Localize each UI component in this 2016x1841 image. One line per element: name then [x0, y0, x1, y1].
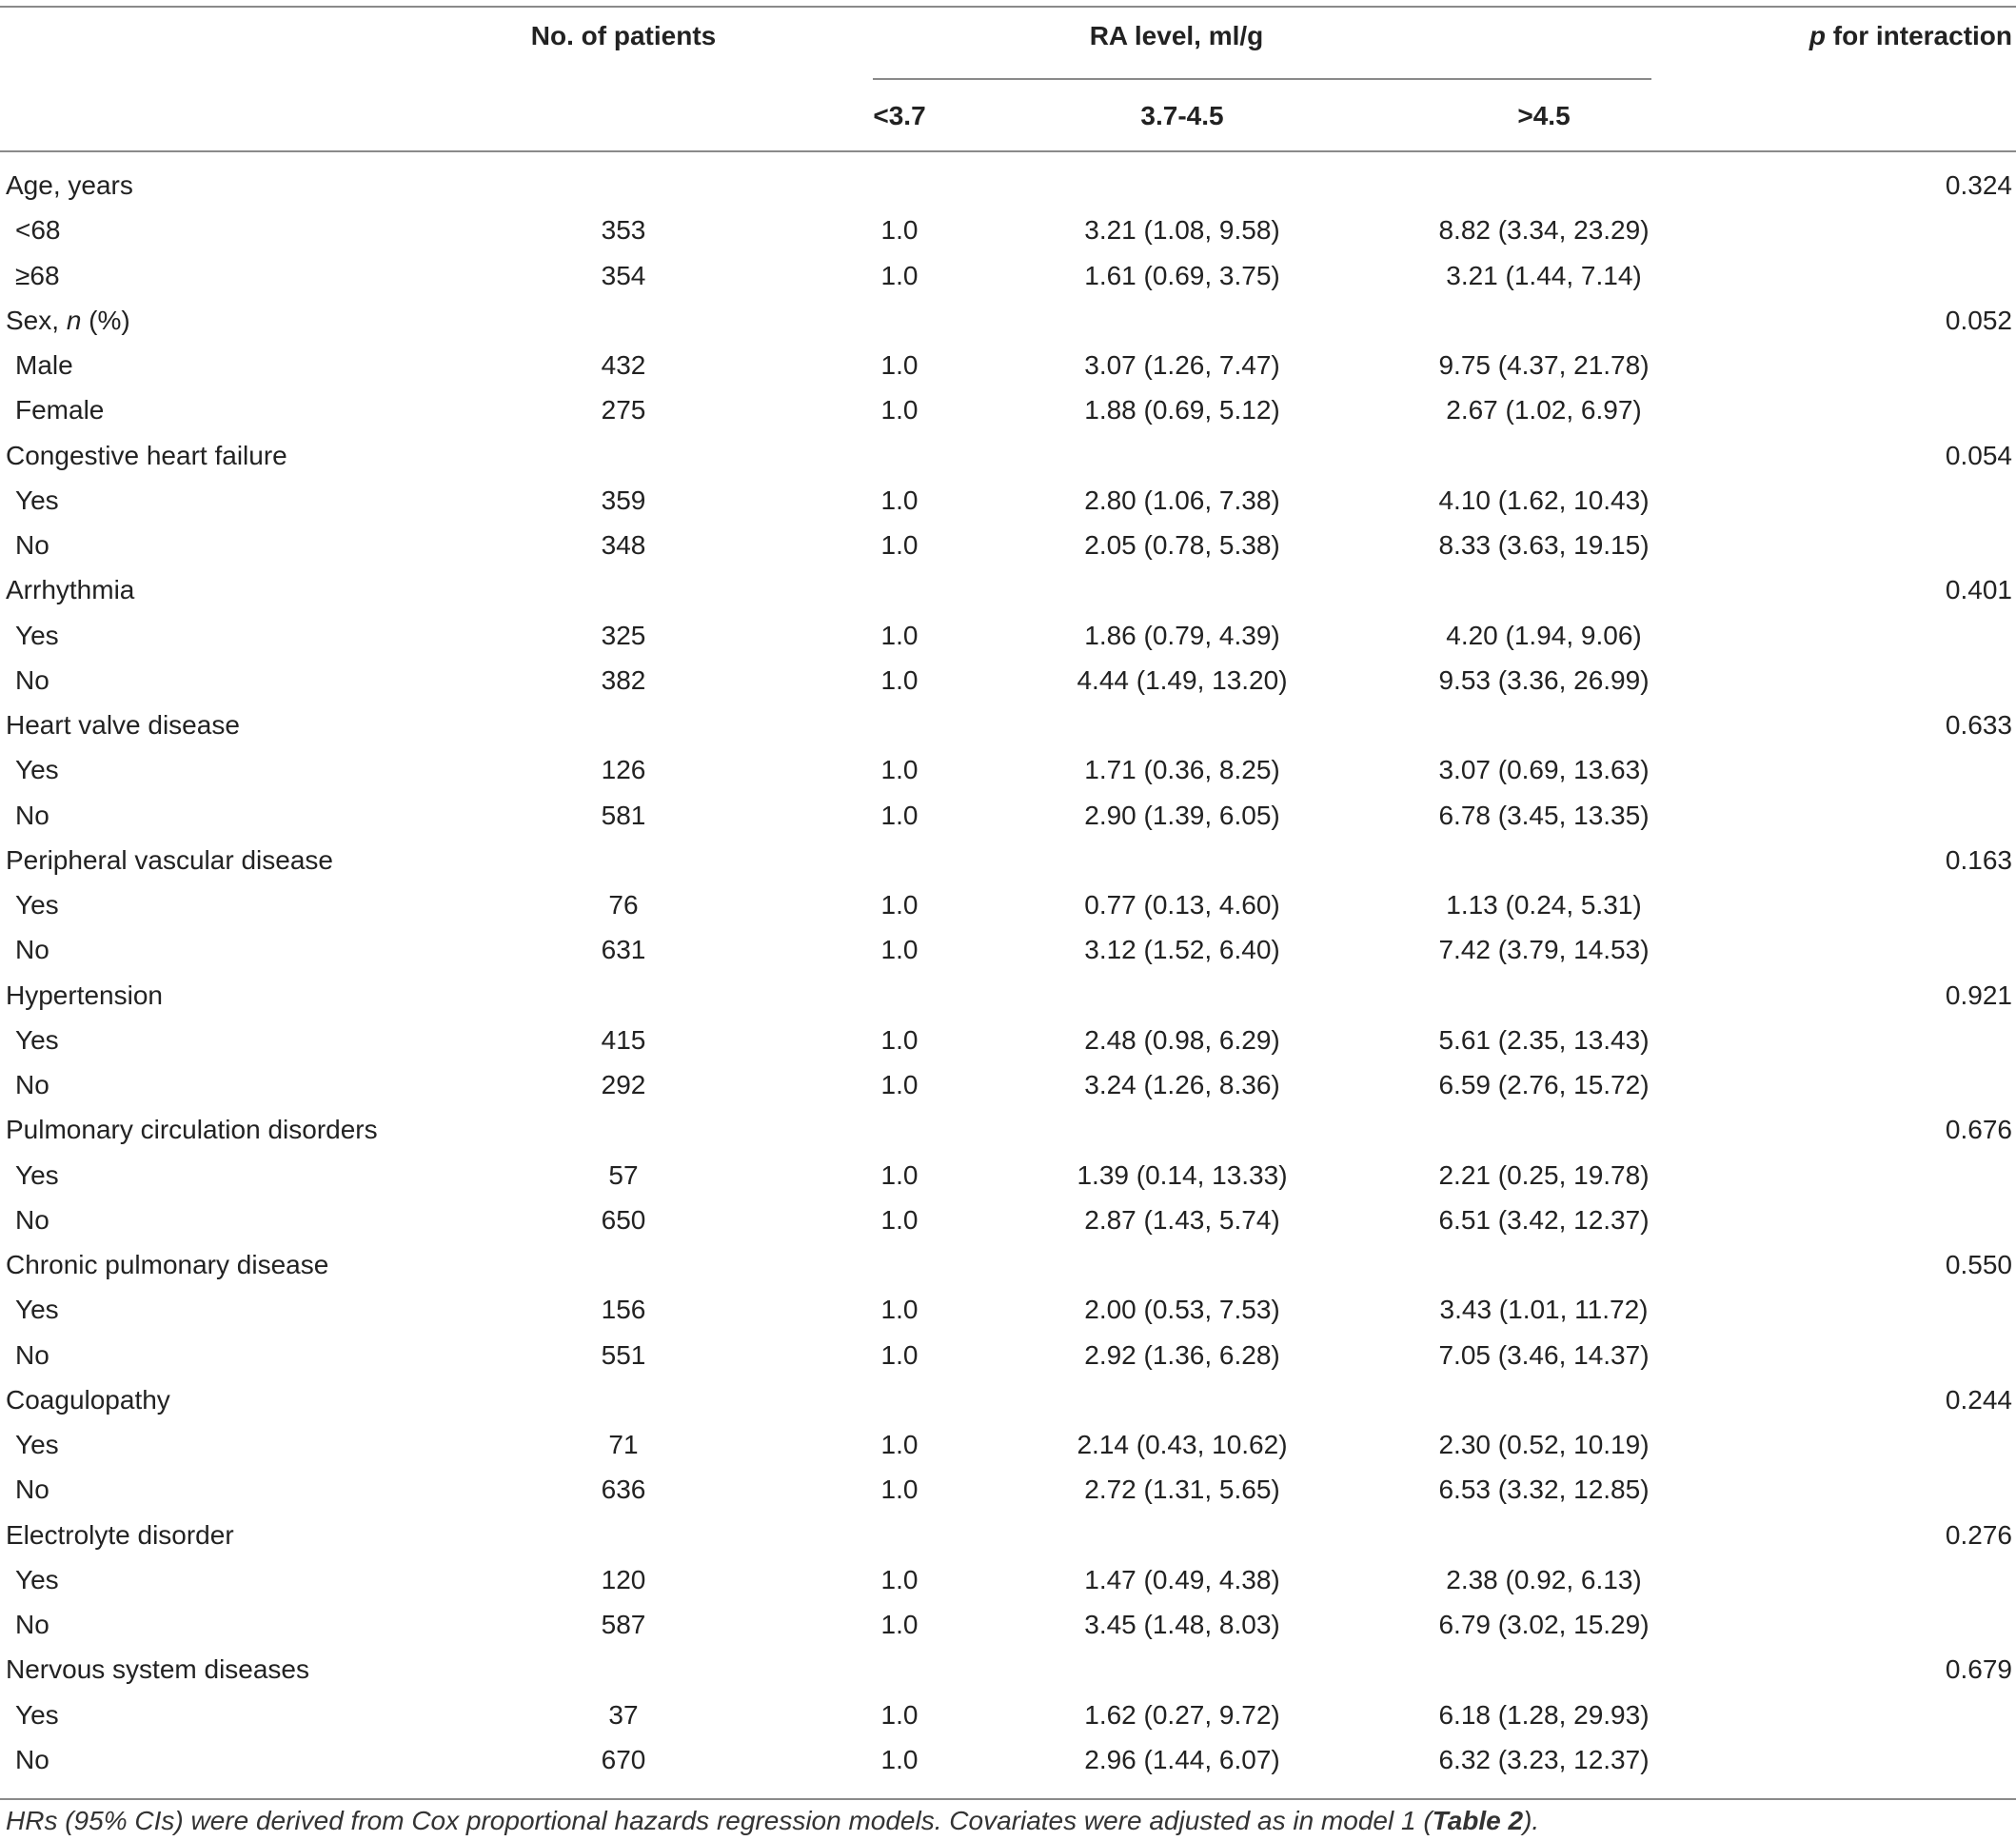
patients-count: 353	[601, 215, 646, 246]
hr-mid-value: 3.45 (1.48, 8.03)	[1084, 1610, 1280, 1639]
group-label	[6, 703, 240, 747]
table-row	[0, 1693, 2016, 1737]
group-label-text: Congestive heart failure	[6, 440, 287, 470]
subgroup-label: No	[15, 1070, 49, 1099]
p-interaction-value: 0.052	[1945, 305, 2012, 335]
hr-high-value: 7.42 (3.79, 14.53)	[1438, 935, 1650, 965]
subgroup-label: Yes	[15, 1295, 59, 1325]
hr-high-value: 6.18 (1.28, 29.93)	[1438, 1699, 1650, 1730]
p-interaction-value: 0.679	[1945, 1654, 2012, 1685]
table-row	[0, 1467, 2016, 1512]
header-col-mid: 3.7-4.5	[1140, 101, 1224, 130]
table-row	[0, 1018, 2016, 1062]
group-label	[6, 1107, 378, 1152]
p-interaction-value: 0.276	[1945, 1519, 2012, 1550]
subgroup-label: Yes	[15, 1430, 59, 1459]
hr-mid-value: 2.92 (1.36, 6.28)	[1084, 1339, 1280, 1370]
p-interaction-value: 0.163	[1945, 844, 2012, 875]
p-interaction-value: 0.324	[1945, 170, 2012, 200]
patients-count: 670	[601, 1744, 646, 1774]
table-bottom-rule	[0, 1798, 2016, 1800]
hr-mid-value: 4.44 (1.49, 13.20)	[1077, 664, 1288, 695]
p-interaction-value: 0.550	[1945, 1250, 2012, 1279]
table-top-rule	[0, 6, 2016, 8]
table-footnote	[6, 1806, 1539, 1836]
subgroup-label: Yes	[15, 620, 59, 650]
hr-mid-value: 1.62 (0.27, 9.72)	[1084, 1699, 1280, 1730]
patients-count: 292	[601, 1070, 646, 1099]
subgroup-label: Yes	[15, 485, 59, 515]
hr-mid-value: 2.05 (0.78, 5.38)	[1084, 530, 1280, 560]
subgroup-label: No	[15, 1204, 49, 1235]
group-label	[6, 838, 333, 882]
hr-mid-value: 1.47 (0.49, 4.38)	[1084, 1564, 1280, 1594]
table-row	[0, 1153, 2016, 1198]
hr-low-value: 1.0	[880, 1339, 919, 1370]
hr-high-value: 6.53 (3.32, 12.85)	[1438, 1475, 1650, 1505]
group-row	[0, 1513, 2016, 1557]
hr-mid-value: 3.21 (1.08, 9.58)	[1084, 215, 1280, 246]
subgroup-label: ≥68	[15, 260, 60, 290]
hr-low-value: 1.0	[880, 664, 919, 695]
header-p-interaction	[1809, 21, 2012, 51]
subgroup-label: No	[15, 1339, 49, 1370]
hr-mid-value: 1.88 (0.69, 5.12)	[1084, 395, 1280, 426]
table-row	[0, 793, 2016, 838]
p-interaction-value: 0.244	[1945, 1384, 2012, 1415]
group-label	[6, 298, 130, 343]
group-label-text: Chronic pulmonary disease	[6, 1250, 329, 1279]
hr-high-value: 6.78 (3.45, 13.35)	[1438, 800, 1650, 830]
table-row	[0, 927, 2016, 972]
hr-low-value: 1.0	[880, 530, 919, 560]
hr-high-value: 2.21 (0.25, 19.78)	[1438, 1159, 1650, 1190]
hr-low-value: 1.0	[880, 1070, 919, 1099]
table-row	[0, 343, 2016, 387]
subgroup-label: No	[15, 1744, 49, 1774]
hr-low-value: 1.0	[880, 350, 919, 380]
hr-low-value: 1.0	[880, 1204, 919, 1235]
group-label	[6, 163, 133, 208]
patients-count: 71	[608, 1430, 639, 1459]
group-label-text: Coagulopathy	[6, 1384, 170, 1415]
footnote-end: ).	[1523, 1806, 1540, 1835]
subgroup-label: No	[15, 800, 49, 830]
patients-count: 156	[601, 1295, 646, 1325]
hr-low-value: 1.0	[880, 620, 919, 650]
patients-count: 587	[601, 1610, 646, 1639]
patients-count: 359	[601, 485, 646, 515]
patients-count: 650	[601, 1204, 646, 1235]
table-row	[0, 1287, 2016, 1332]
table-row	[0, 253, 2016, 298]
hr-low-value: 1.0	[880, 1475, 919, 1505]
group-row	[0, 433, 2016, 478]
hr-low-value: 1.0	[880, 1430, 919, 1459]
hr-high-value: 6.51 (3.42, 12.37)	[1438, 1204, 1650, 1235]
hr-mid-value: 1.61 (0.69, 3.75)	[1084, 260, 1280, 290]
subgroup-label: Yes	[15, 1024, 59, 1055]
group-label-italic: n	[66, 305, 82, 335]
group-label-after: (%)	[81, 305, 130, 335]
table-row	[0, 1062, 2016, 1107]
patients-count: 382	[601, 664, 646, 695]
hr-high-value: 9.75 (4.37, 21.78)	[1438, 350, 1650, 380]
hr-low-value: 1.0	[880, 755, 919, 785]
hr-low-value: 1.0	[880, 1744, 919, 1774]
hr-high-value: 3.21 (1.44, 7.14)	[1446, 260, 1642, 290]
table-row	[0, 208, 2016, 252]
subgroup-label: Yes	[15, 1159, 59, 1190]
hr-high-value: 6.32 (3.23, 12.37)	[1438, 1744, 1650, 1774]
patients-count: 551	[601, 1339, 646, 1370]
hr-mid-value: 2.48 (0.98, 6.29)	[1084, 1024, 1280, 1055]
table-row	[0, 658, 2016, 703]
patients-count: 631	[601, 935, 646, 965]
patients-count: 348	[601, 530, 646, 560]
patients-count: 76	[608, 890, 639, 920]
patients-count: 275	[601, 395, 646, 426]
hr-high-value: 3.43 (1.01, 11.72)	[1439, 1295, 1649, 1325]
subgroup-label: Yes	[15, 1699, 59, 1730]
patients-count: 581	[601, 800, 646, 830]
group-label	[6, 973, 163, 1018]
footnote-text: HRs (95% CIs) were derived from Cox proportional hazards regression models. Covariates were adjusted as in model 1 (	[6, 1806, 1433, 1835]
group-label-text: Arrhythmia	[6, 575, 135, 605]
hr-high-value: 1.13 (0.24, 5.31)	[1446, 890, 1642, 920]
table-row	[0, 747, 2016, 792]
table-row	[0, 387, 2016, 432]
hr-low-value: 1.0	[880, 1564, 919, 1594]
p-interaction-value: 0.676	[1945, 1115, 2012, 1145]
hr-high-value: 6.59 (2.76, 15.72)	[1438, 1070, 1650, 1099]
hr-mid-value: 3.24 (1.26, 8.36)	[1084, 1070, 1280, 1099]
group-row	[0, 1377, 2016, 1422]
hr-low-value: 1.0	[880, 395, 919, 426]
hr-high-value: 4.10 (1.62, 10.43)	[1438, 485, 1650, 515]
group-label-text: Age, years	[6, 170, 133, 200]
hr-mid-value: 1.71 (0.36, 8.25)	[1084, 755, 1280, 785]
header-ra-level: RA level, ml/g	[1089, 21, 1264, 50]
group-row	[0, 567, 2016, 612]
header-patients: No. of patients	[530, 21, 717, 50]
group-label	[6, 1377, 170, 1422]
patients-count: 126	[601, 755, 646, 785]
subgroup-label: Male	[15, 350, 73, 380]
hr-mid-value: 2.80 (1.06, 7.38)	[1084, 485, 1280, 515]
hr-low-value: 1.0	[880, 1024, 919, 1055]
header-col-low: <3.7	[873, 101, 926, 130]
ra-level-subrule	[873, 78, 1651, 80]
hr-low-value: 1.0	[880, 260, 919, 290]
patients-count: 432	[601, 350, 646, 380]
group-label	[6, 1242, 328, 1287]
table-row	[0, 1602, 2016, 1647]
hr-low-value: 1.0	[880, 1159, 919, 1190]
hr-mid-value: 1.86 (0.79, 4.39)	[1084, 620, 1280, 650]
hr-mid-value: 2.96 (1.44, 6.07)	[1084, 1744, 1280, 1774]
hr-mid-value: 2.90 (1.39, 6.05)	[1084, 800, 1280, 830]
subgroup-label: No	[15, 935, 49, 965]
group-label	[6, 433, 287, 478]
group-label-text: Electrolyte disorder	[6, 1519, 234, 1550]
hr-high-value: 8.33 (3.63, 19.15)	[1438, 530, 1650, 560]
table-row	[0, 1737, 2016, 1782]
table-row	[0, 1333, 2016, 1377]
hr-high-value: 8.82 (3.34, 23.29)	[1438, 215, 1650, 246]
group-row	[0, 973, 2016, 1018]
group-row	[0, 298, 2016, 343]
group-label-text: Heart valve disease	[6, 710, 240, 740]
patients-count: 415	[601, 1024, 646, 1055]
hr-high-value: 9.53 (3.36, 26.99)	[1438, 664, 1650, 695]
group-label-text: Peripheral vascular disease	[6, 844, 333, 875]
p-interaction-value: 0.401	[1945, 575, 2012, 605]
hr-mid-value: 1.39 (0.14, 13.33)	[1077, 1159, 1288, 1190]
hr-low-value: 1.0	[880, 1699, 919, 1730]
hr-mid-value: 2.14 (0.43, 10.62)	[1077, 1430, 1288, 1459]
table-row	[0, 478, 2016, 523]
hr-high-value: 2.67 (1.02, 6.97)	[1446, 395, 1642, 426]
subgroup-label: <68	[15, 215, 61, 246]
p-interaction-value: 0.921	[1945, 980, 2012, 1010]
group-label-text: Nervous system diseases	[6, 1654, 310, 1685]
hr-low-value: 1.0	[880, 485, 919, 515]
group-row	[0, 703, 2016, 747]
subgroup-label: No	[15, 1610, 49, 1639]
header-col-high: >4.5	[1517, 101, 1571, 130]
patients-count: 120	[601, 1564, 646, 1594]
patients-count: 354	[601, 260, 646, 290]
table-row	[0, 613, 2016, 658]
hr-high-value: 6.79 (3.02, 15.29)	[1438, 1610, 1650, 1639]
group-label	[6, 1647, 309, 1692]
hr-mid-value: 0.77 (0.13, 4.60)	[1084, 890, 1280, 920]
hr-mid-value: 3.07 (1.26, 7.47)	[1084, 350, 1280, 380]
hr-mid-value: 3.12 (1.52, 6.40)	[1084, 935, 1280, 965]
hr-high-value: 2.38 (0.92, 6.13)	[1446, 1564, 1642, 1594]
group-label	[6, 1513, 234, 1557]
group-row	[0, 1647, 2016, 1692]
hr-high-value: 2.30 (0.52, 10.19)	[1438, 1430, 1650, 1459]
subgroup-label: No	[15, 1475, 49, 1505]
hr-low-value: 1.0	[880, 935, 919, 965]
group-row	[0, 1107, 2016, 1152]
group-row	[0, 838, 2016, 882]
hr-low-value: 1.0	[880, 215, 919, 246]
group-label	[6, 567, 134, 612]
p-interaction-value: 0.633	[1945, 710, 2012, 740]
subgroup-label: Female	[15, 395, 105, 426]
group-label-text: Sex,	[6, 305, 67, 335]
p-interaction-value: 0.054	[1945, 440, 2012, 470]
hr-low-value: 1.0	[880, 1610, 919, 1639]
group-label-text: Hypertension	[6, 980, 163, 1010]
hr-low-value: 1.0	[880, 1295, 919, 1325]
hr-mid-value: 2.00 (0.53, 7.53)	[1084, 1295, 1280, 1325]
patients-count: 325	[601, 620, 646, 650]
table-row	[0, 882, 2016, 927]
hr-high-value: 7.05 (3.46, 14.37)	[1438, 1339, 1650, 1370]
table-row	[0, 1198, 2016, 1242]
table-row	[0, 1422, 2016, 1467]
subgroup-label: Yes	[15, 755, 59, 785]
header-p-italic: p	[1808, 21, 1826, 50]
subgroup-label: Yes	[15, 890, 59, 920]
patients-count: 636	[601, 1475, 646, 1505]
patients-count: 37	[608, 1699, 639, 1730]
subgroup-label: Yes	[15, 1564, 59, 1594]
group-row	[0, 163, 2016, 208]
group-label-text: Pulmonary circulation disorders	[6, 1115, 378, 1145]
footnote-table-ref[interactable]: Table 2	[1432, 1806, 1524, 1835]
hr-low-value: 1.0	[880, 890, 919, 920]
hr-mid-value: 2.72 (1.31, 5.65)	[1084, 1475, 1280, 1505]
hr-high-value: 3.07 (0.69, 13.63)	[1438, 755, 1650, 785]
header-p-rest: for interaction	[1825, 21, 2012, 50]
subgroup-label: No	[15, 530, 49, 560]
group-row	[0, 1242, 2016, 1287]
table-header-rule	[0, 150, 2016, 152]
hr-high-value: 4.20 (1.94, 9.06)	[1446, 620, 1642, 650]
patients-count: 57	[608, 1159, 639, 1190]
table-row	[0, 523, 2016, 567]
table-row	[0, 1557, 2016, 1602]
hr-low-value: 1.0	[880, 800, 919, 830]
subgroup-label: No	[15, 664, 49, 695]
hr-high-value: 5.61 (2.35, 13.43)	[1438, 1024, 1650, 1055]
hr-mid-value: 2.87 (1.43, 5.74)	[1084, 1204, 1280, 1235]
